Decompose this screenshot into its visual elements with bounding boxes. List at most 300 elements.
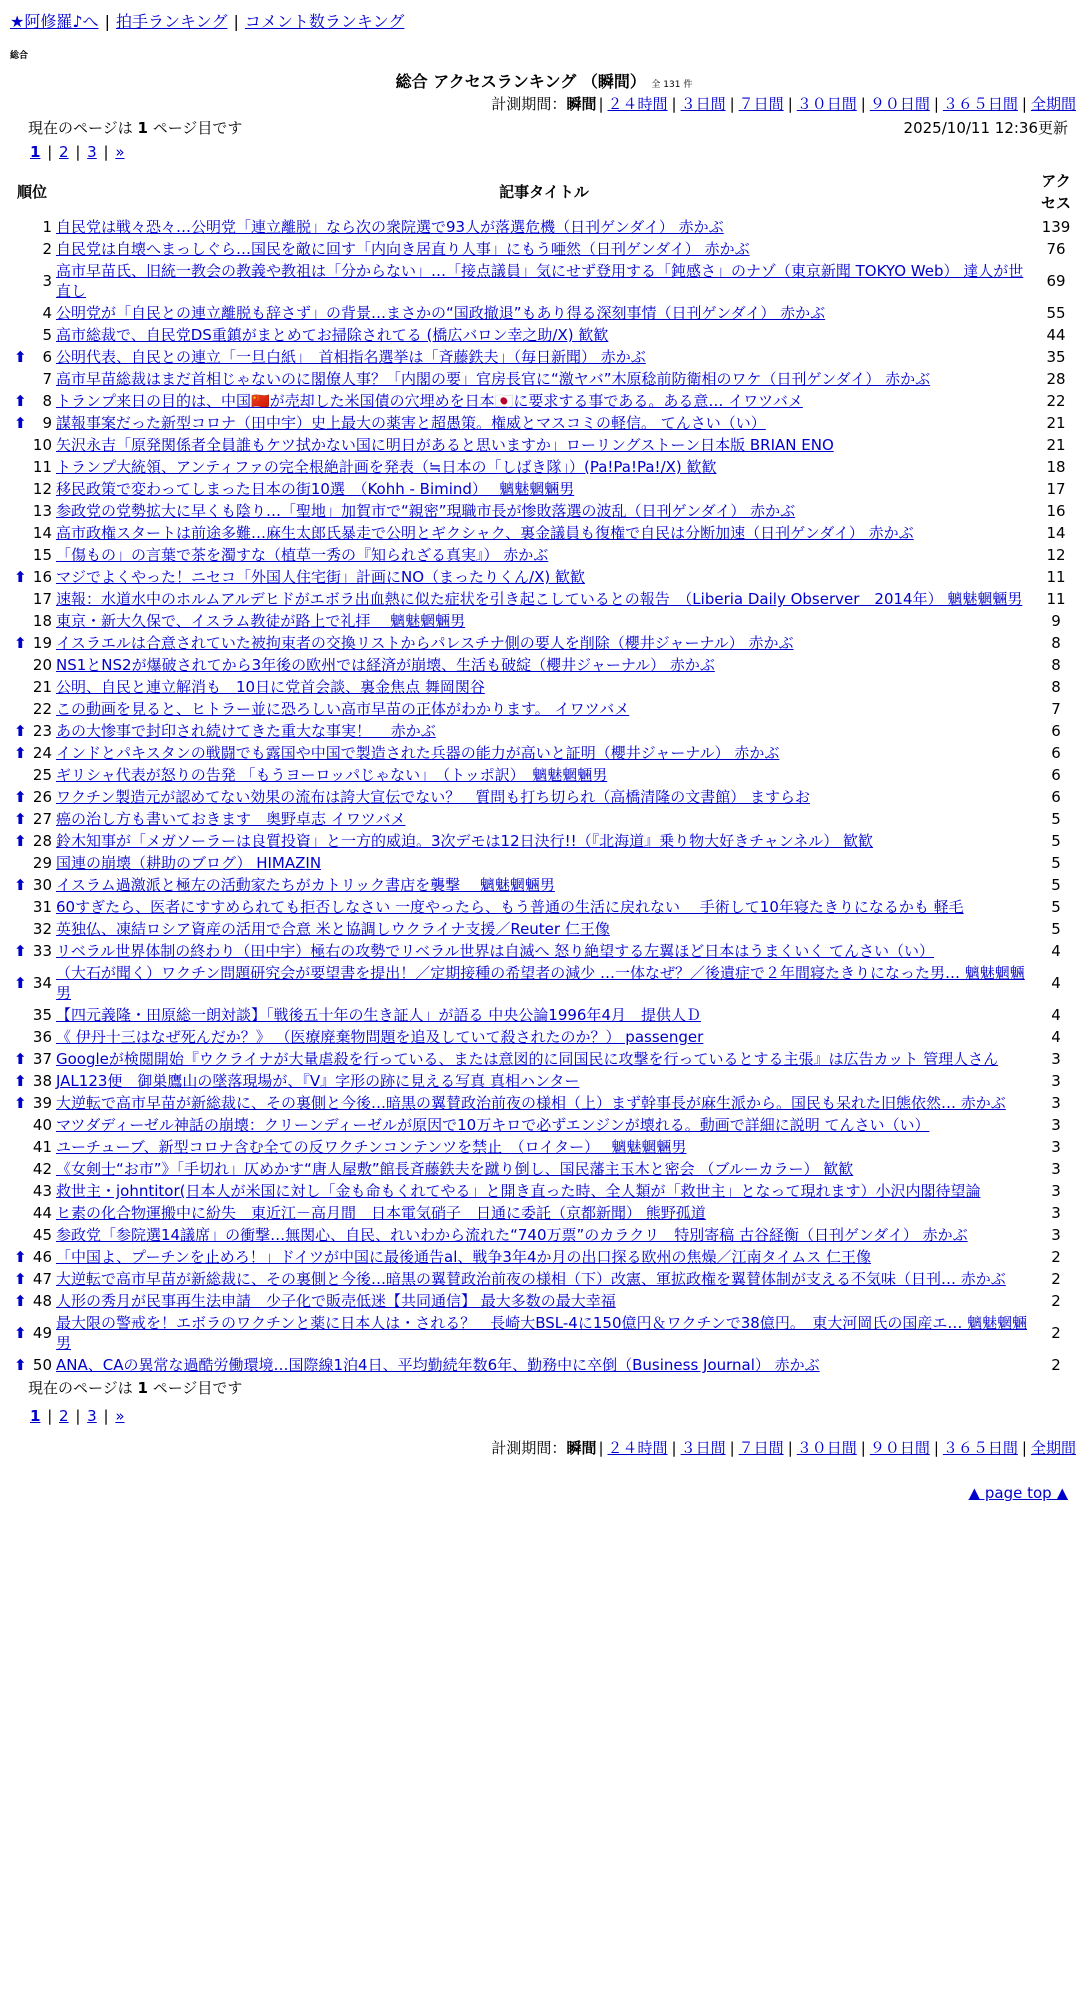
rank-up-arrow-icon: ⬆ (14, 974, 27, 992)
title-cell (54, 1070, 1034, 1092)
title-cell (54, 522, 1034, 544)
article-title-link[interactable]: 移民政策で変わってしまった日本の街10選 （Kohh - Bimind） 魑魅魍魎男 (56, 480, 575, 498)
pager-next-link[interactable]: » (115, 143, 125, 161)
rank-number: 50 (32, 1356, 52, 1374)
access-count: 5 (1051, 898, 1061, 916)
article-title-link[interactable]: イスラエルは合意されていた被拘束者の交換リストからパレスチナ側の要人を削除（櫻井ジャーナル） 赤かぶ (56, 634, 794, 652)
rank-cell (10, 1290, 54, 1312)
period-link[interactable]: ３日間 (680, 1439, 726, 1457)
access-count: 5 (1051, 920, 1061, 938)
title-cell (54, 720, 1034, 742)
page-info (10, 116, 1078, 140)
rank-cell (10, 874, 54, 896)
rank-cell (10, 632, 54, 654)
rank-number: 42 (32, 1160, 52, 1178)
table-row (10, 698, 1078, 720)
ashura-home-link[interactable]: ★阿修羅♪へ (10, 12, 99, 31)
rank-number: 7 (42, 370, 52, 388)
access-count: 28 (1046, 370, 1066, 388)
rank-up-arrow-icon: ⬆ (14, 744, 27, 762)
rank-cell (10, 786, 54, 808)
access-count: 5 (1051, 832, 1061, 850)
title-cell (54, 742, 1034, 764)
rank-up-arrow-icon: ⬆ (14, 942, 27, 960)
access-count: 9 (1051, 612, 1061, 630)
title-cell (54, 830, 1034, 852)
rank-up-arrow-icon: ⬆ (14, 1072, 27, 1090)
period-link[interactable]: ３６５日間 (942, 1439, 1018, 1457)
rank-number: 22 (32, 700, 52, 718)
article-title-link[interactable]: 謀報事案だった新型コロナ（田中宇）史上最大の薬害と超愚策。権威とマスコミの軽信。 てんさい（い） (56, 414, 766, 432)
comment-ranking-link[interactable]: コメント数ランキング (244, 12, 405, 31)
rank-number: 31 (32, 898, 52, 916)
pager-page-link[interactable]: 3 (87, 1407, 97, 1425)
period-separator: | (598, 1439, 604, 1457)
title-cell (54, 808, 1034, 830)
pager-separator: | (42, 143, 58, 161)
title-cell (54, 1312, 1034, 1354)
article-title-link[interactable]: 《 伊丹十三はなぜ死んだか？》 （医療廃棄物問題を追及していて殺されたのか？） passenger (56, 1028, 704, 1046)
title-cell (54, 1268, 1034, 1290)
table-row (10, 478, 1078, 500)
rank-cell (10, 1224, 54, 1246)
rank-up-arrow-icon: ⬆ (14, 876, 27, 894)
rank-cell (10, 544, 54, 566)
table-row (10, 1180, 1078, 1202)
rank-up-arrow-icon: ⬆ (14, 1050, 27, 1068)
title-cell (54, 1354, 1034, 1376)
rank-number: 28 (32, 832, 52, 850)
rank-number: 10 (32, 436, 52, 454)
rank-number: 34 (32, 974, 52, 992)
rank-column-header: 順位 (16, 183, 47, 201)
title-cell (54, 302, 1034, 324)
pager-current-page[interactable]: 1 (30, 1407, 41, 1425)
table-row (10, 1268, 1078, 1290)
access-count: 69 (1046, 272, 1066, 290)
article-title-link[interactable]: 参政党「参院選14議席」の衝撃…無関心、自民、れいわから流れた“740万票”のカラクリ 特別寄稿 古谷経衡（日刊ゲンダイ） 赤かぶ (56, 1226, 968, 1244)
rank-up-arrow-icon: ⬆ (14, 1356, 27, 1374)
rank-number: 20 (32, 656, 52, 674)
title-cell (54, 1202, 1034, 1224)
rank-number: 47 (32, 1270, 52, 1288)
rank-up-arrow-icon: ⬆ (14, 1248, 27, 1266)
period-separator: | (671, 95, 677, 113)
rank-cell (10, 1026, 54, 1048)
access-count: 5 (1051, 810, 1061, 828)
access-count: 4 (1051, 1006, 1061, 1024)
rank-cell (10, 654, 54, 676)
rank-number: 23 (32, 722, 52, 740)
title-cell (54, 412, 1034, 434)
rank-number: 29 (32, 854, 52, 872)
period-separator: | (787, 95, 793, 113)
access-count: 16 (1046, 502, 1066, 520)
period-separator: | (933, 95, 939, 113)
rank-number: 1 (42, 218, 52, 236)
article-title-link[interactable]: 国連の崩壊（耕助のブログ） HIMAZIN (56, 854, 322, 872)
title-cell (54, 940, 1034, 962)
article-title-link[interactable]: 大逆転で高市早苗が新総裁に、その裏側と今後…暗黒の翼賛政治前夜の様相（上）まず幹事長が麻生派から。国民も呆れた旧態依然… 赤かぶ (56, 1094, 1006, 1112)
rank-up-arrow-icon: ⬆ (14, 1270, 27, 1288)
rank-cell (10, 1202, 54, 1224)
period-link[interactable]: ９０日間 (869, 95, 930, 113)
period-separator: | (1021, 95, 1027, 113)
rank-number: 13 (32, 502, 52, 520)
title-cell (54, 346, 1034, 368)
article-title-link[interactable]: 鈴木知事が「メガソーラーは良質投資」と一方的威迫。3次デモは12日決行!!（『北海道』乗り物大好きチャンネル） 歓歓 (56, 832, 874, 850)
access-count: 2 (1051, 1270, 1061, 1288)
article-title-link[interactable]: 高市政権スタートは前途多難…麻生太郎氏暴走で公明とギクシャク、裏金議員も復権で自民は分断加速（日刊ゲンダイ） 赤かぶ (56, 524, 914, 542)
access-count: 6 (1051, 788, 1061, 806)
rank-cell (10, 1070, 54, 1092)
current-page-text: 現在のページは 1 ページ目です (28, 119, 243, 137)
article-title-link[interactable]: 公明、自民と連立解消も 10日に党首会談、裏金焦点 舞岡関谷 (56, 678, 485, 696)
table-row (10, 260, 1078, 302)
rank-number: 8 (42, 392, 52, 410)
rank-cell (10, 720, 54, 742)
table-row (10, 1158, 1078, 1180)
title-cell (54, 368, 1034, 390)
rank-cell (10, 1158, 54, 1180)
table-row (10, 764, 1078, 786)
access-count: 2 (1051, 1356, 1061, 1374)
article-title-link[interactable]: 高市早苗総裁はまだ首相じゃないのに閣僚人事？「内閣の要」官房長官に“激ヤバ”木原稔前防衛相のワケ（日刊ゲンダイ） 赤かぶ (56, 370, 931, 388)
table-row (10, 918, 1078, 940)
pager-separator: | (98, 143, 114, 161)
article-title-link[interactable]: 《女剣士“お市”》「手切れ」仄めかす“唐人屋敷”館長斉藤鉄夫を蹴り倒し、国民藩主玉木と密会 （ブルーカラー） 歓歓 (56, 1160, 854, 1178)
access-count: 3 (1051, 1050, 1061, 1068)
article-title-link[interactable]: イスラム過激派と極左の活動家たちがカトリック書店を襲撃 魑魅魍魎男 (56, 876, 555, 894)
top-nav (10, 10, 1078, 34)
article-title-link[interactable]: ギリシャ代表が怒りの告発 「もうヨーロッパじゃない」 （トッポ訳） 魑魅魍魎男 (56, 766, 608, 784)
title-cell (54, 698, 1034, 720)
article-title-link[interactable]: リベラル世界体制の終わり（田中宇）極右の攻勢でリベラル世界は自滅へ 怒り絶望する左翼ほど日本はうまくいく てんさい（い） (56, 942, 935, 960)
title-cell (54, 786, 1034, 808)
rank-number: 16 (32, 568, 52, 586)
article-title-link[interactable]: ANA、CAの異常な過酷労働環境…国際線1泊4日、平均勤続年数6年、勤務中に卒倒（Business Journal） 赤かぶ (56, 1356, 820, 1374)
period-link[interactable]: ７日間 (738, 1439, 784, 1457)
nav-separator: | (233, 12, 239, 31)
period-link[interactable]: ９０日間 (869, 1439, 930, 1457)
rank-up-arrow-icon: ⬆ (14, 1292, 27, 1310)
rank-up-arrow-icon: ⬆ (14, 1324, 27, 1342)
access-count: 76 (1046, 240, 1066, 258)
table-row (10, 1202, 1078, 1224)
rank-cell (10, 238, 54, 260)
rank-cell (10, 412, 54, 434)
period-separator: | (729, 95, 735, 113)
period-link[interactable]: ３０日間 (796, 95, 857, 113)
rank-cell (10, 1268, 54, 1290)
rank-up-arrow-icon: ⬆ (14, 832, 27, 850)
category-label: 総合 (10, 51, 29, 61)
access-count: 4 (1051, 1028, 1061, 1046)
table-row (10, 874, 1078, 896)
article-title-link[interactable]: 「中国よ、プーチンを止めろ！」ドイツが中国に最後通告al、戦争3年4か月の出口探る欧州の焦燥／江南タイムス 仁王像 (56, 1248, 871, 1266)
article-title-link[interactable]: あの大惨事で封印され続けてきた重大な事実！ 赤かぶ (56, 722, 436, 740)
table-row (10, 720, 1078, 742)
rank-up-arrow-icon: ⬆ (14, 634, 27, 652)
rank-cell (10, 1114, 54, 1136)
rank-number: 32 (32, 920, 52, 938)
rank-number: 25 (32, 766, 52, 784)
access-count: 55 (1046, 304, 1066, 322)
table-row (10, 302, 1078, 324)
rank-number: 35 (32, 1006, 52, 1024)
title-cell (54, 216, 1034, 238)
article-title-link[interactable]: マツダディーゼル神話の崩壊：クリーンディーゼルが原因で10万キロで必ずエンジンが壊れる。動画で詳細に説明 てんさい（い） (56, 1116, 930, 1134)
access-count: 8 (1051, 656, 1061, 674)
rank-cell (10, 764, 54, 786)
rank-number: 5 (42, 326, 52, 344)
article-title-link[interactable]: 「傷もの」の言葉で茶を濁すな（植草一秀の『知られざる真実』） 赤かぶ (56, 546, 549, 564)
access-count: 3 (1051, 1204, 1061, 1222)
rank-cell (10, 1136, 54, 1158)
article-title-link[interactable]: 救世主・johntitor(日本人が米国に対し「金も命もくれてやる」と開き直った時、全人類が「救世主」となって現れます）小沢内閣待望論 (56, 1182, 981, 1200)
period-link[interactable]: ７日間 (738, 95, 784, 113)
rank-cell (10, 1048, 54, 1070)
access-count: 17 (1046, 480, 1066, 498)
table-row (10, 522, 1078, 544)
rank-number: 46 (32, 1248, 52, 1266)
rank-number: 40 (32, 1116, 52, 1134)
access-count: 2 (1051, 1248, 1061, 1266)
article-title-link[interactable]: 東京・新大久保で、イスラム教徒が路上で礼拝 魑魅魍魎男 (56, 612, 466, 630)
period-separator: | (933, 1439, 939, 1457)
period-separator: | (598, 95, 604, 113)
article-title-link[interactable]: 公明代表、自民との連立「一旦白紙」 首相指名選挙は「斉藤鉄夫」（毎日新聞） 赤かぶ (56, 348, 646, 366)
rank-cell (10, 368, 54, 390)
rank-cell (10, 1246, 54, 1268)
access-count: 3 (1051, 1182, 1061, 1200)
applause-ranking-link[interactable]: 拍手ランキング (115, 12, 228, 31)
table-row (10, 324, 1078, 346)
article-title-link[interactable]: ヒ素の化合物運搬中に紛失 東近江－高月間 日本電気硝子 日通に委託（京都新聞） 熊野孤道 (56, 1204, 706, 1222)
title-cell (54, 962, 1034, 1004)
article-title-link[interactable]: 参政党の党勢拡大に早くも陰り…「聖地」加賀市で“親密”現職市長が惨敗落選の波乱（日刊ゲンダイ） 赤かぶ (56, 502, 796, 520)
article-title-link[interactable]: （大石が聞く）ワクチン問題研究会が要望書を提出！／定期接種の希望者の減少 …一体なぜ？／後遺症で２年間寝たきりになった男… 魑魅魍魎男 (56, 964, 1025, 1002)
period-link[interactable]: 全期間 (1030, 1439, 1076, 1457)
rank-cell (10, 346, 54, 368)
article-title-link[interactable]: JAL123便 御巣鷹山の墜落現場が、『V』字形の跡に見える写真 真相ハンター (56, 1072, 580, 1090)
access-count: 6 (1051, 722, 1061, 740)
period-separator: | (729, 1439, 735, 1457)
title-cell (54, 478, 1034, 500)
pager-separator: | (70, 1407, 86, 1425)
rank-up-arrow-icon: ⬆ (14, 1094, 27, 1112)
table-row (10, 1290, 1078, 1312)
period-link[interactable]: ３６５日間 (942, 95, 1018, 113)
period-separator: | (671, 1439, 677, 1457)
rank-cell (10, 588, 54, 610)
rank-cell (10, 500, 54, 522)
title-cell (54, 1048, 1034, 1070)
rank-cell (10, 522, 54, 544)
access-count: 7 (1051, 700, 1061, 718)
period-link[interactable]: ２４時間 (607, 95, 668, 113)
table-row (10, 566, 1078, 588)
rank-cell (10, 566, 54, 588)
access-count: 5 (1051, 876, 1061, 894)
table-row (10, 676, 1078, 698)
article-title-link[interactable]: 高市早苗氏、旧統一教会の教義や教祖は「分からない」…「接点議員」気にせず登用する「鈍感さ」のナゾ（東京新聞 TOKYO Web） 達人が世直し (56, 262, 1024, 300)
title-cell (54, 500, 1034, 522)
title-cell (54, 1114, 1034, 1136)
rank-cell (10, 1180, 54, 1202)
pager-separator: | (42, 1407, 58, 1425)
table-row (10, 962, 1078, 1004)
title-cell (54, 390, 1034, 412)
rank-cell (10, 742, 54, 764)
total-count: 全 131 件 (651, 80, 693, 90)
rank-cell (10, 940, 54, 962)
rank-number: 4 (42, 304, 52, 322)
table-row (10, 808, 1078, 830)
rank-number: 38 (32, 1072, 52, 1090)
table-row (10, 346, 1078, 368)
rank-number: 2 (42, 240, 52, 258)
article-title-link[interactable]: トランプ大統領、アンティファの完全根絶計画を発表（≒日本の「しばき隊」）(Pa!Pa!Pa!/X) 歓歓 (56, 458, 717, 476)
article-title-link[interactable]: 自民党は自壊へまっしぐら…国民を敵に回す「内向き居直り人事」にもう唖然（日刊ゲンダイ） 赤かぶ (56, 240, 750, 258)
title-column-header: 記事タイトル (499, 183, 589, 201)
article-title-link[interactable]: マジでよくやった！ニセコ「外国人住宅街」計画にNO（まったりくん/X) 歓歓 (56, 568, 585, 586)
table-row (10, 368, 1078, 390)
table-row (10, 1048, 1078, 1070)
article-title-link[interactable]: 英独仏、凍結ロシア資産の活用で合意 米と協調しウクライナ支援／Reuter 仁王像 (56, 920, 610, 938)
period-link[interactable]: ３０日間 (796, 1439, 857, 1457)
article-title-link[interactable]: 速報：水道水中のホルムアルデヒドがエボラ出血熱に似た症状を引き起こしているとの報告 （Liberia Daily Observer 2014年） 魑魅魍魎男 (56, 590, 1023, 608)
title-cell (54, 852, 1034, 874)
article-title-link[interactable]: 【四元義隆・田原総一朗対談】「戦後五十年の生き証人」が語る 中央公論1996年4月 提供人Ｄ (56, 1006, 701, 1024)
access-count: 5 (1051, 854, 1061, 872)
table-row (10, 830, 1078, 852)
article-title-link[interactable]: ワクチン製造元が認めてない効果の流布は誇大宣伝でない？ 質問も打ち切られ（高橋清隆の文書館） ますらお (56, 788, 811, 806)
title-cell (54, 1290, 1034, 1312)
table-row (10, 1114, 1078, 1136)
rank-cell (10, 302, 54, 324)
access-count: 14 (1046, 524, 1066, 542)
table-row (10, 632, 1078, 654)
article-title-link[interactable]: ユーチューブ、新型コロナ含む全ての反ワクチンコンテンツを禁止 （ロイター） 魑魅魍魎男 (56, 1138, 687, 1156)
rank-up-arrow-icon: ⬆ (14, 392, 27, 410)
period-current: 瞬間 (566, 1439, 597, 1457)
rank-up-arrow-icon: ⬆ (14, 568, 27, 586)
page-info-bottom (10, 1376, 1078, 1400)
article-title-link[interactable]: NS1とNS2が爆破されてから3年後の欧州では経済が崩壊、生活も破綻（櫻井ジャーナル） 赤かぶ (56, 656, 715, 674)
article-title-link[interactable]: 自民党は戦々恐々…公明党「連立離脱」なら次の衆院選で93人が落選危機（日刊ゲンダイ） 赤かぶ (56, 218, 724, 236)
title-cell (54, 566, 1034, 588)
rank-cell (10, 1092, 54, 1114)
pager-page-link[interactable]: 2 (59, 143, 69, 161)
table-row (10, 1070, 1078, 1092)
access-column-header: アクセス (1040, 172, 1071, 212)
rank-cell (10, 260, 54, 302)
rank-number: 3 (42, 272, 52, 290)
table-row (10, 1354, 1078, 1376)
title-cell (54, 676, 1034, 698)
title-cell (54, 260, 1034, 302)
article-title-link[interactable]: Googleが検閲開始『ウクライナが大量虐殺を行っている、または意図的に同国民に攻撃を行っているとする主張』は広告カット 管理人さん (56, 1050, 999, 1068)
article-title-link[interactable]: 矢沢永吉「原発関係者全員誰もケツ拭かない国に明日があると思いますか」ローリングストーン日本版 BRIAN ENO (56, 436, 834, 454)
period-separator: | (787, 1439, 793, 1457)
table-row (10, 216, 1078, 238)
access-count: 22 (1046, 392, 1066, 410)
article-title-link[interactable]: 大逆転で高市早苗が新総裁に、その裏側と今後…暗黒の翼賛政治前夜の様相（下）改憲、軍拡政権を翼賛体制が支える不気味（日刊… 赤かぶ (56, 1270, 1006, 1288)
title-cell (54, 1224, 1034, 1246)
article-title-link[interactable]: 高市総裁で、自民党DS重鎮がまとめてお掃除されてる (橋広バロン幸之助/X) 歓歓 (56, 326, 609, 344)
article-title-link[interactable]: この動画を見ると、ヒトラー並に恐ろしい高市早苗の正体がわかります。 イワツバメ (56, 700, 630, 718)
period-selector-bottom (10, 1436, 1078, 1460)
period-separator: | (860, 1439, 866, 1457)
table-row (10, 742, 1078, 764)
title-cell (54, 1158, 1034, 1180)
table-row (10, 896, 1078, 918)
article-title-link[interactable]: 人形の秀月が民事再生法申請 少子化で販売低迷【共同通信】 最大多数の最大幸福 (56, 1292, 616, 1310)
ranking-table (10, 168, 1078, 1376)
rank-cell (10, 390, 54, 412)
access-count: 11 (1046, 568, 1066, 586)
pager-current-page[interactable]: 1 (30, 143, 41, 161)
article-title-link[interactable]: トランプ来日の目的は、中国🇨🇳が売却した米国債の穴埋めを日本🇯🇵に要求する事である。ある意… イワツバメ (56, 392, 803, 410)
access-count: 139 (1041, 218, 1071, 236)
rank-cell (10, 852, 54, 874)
access-count: 8 (1051, 678, 1061, 696)
pager-page-link[interactable]: 2 (59, 1407, 69, 1425)
period-label: 計測期間： (491, 1439, 567, 1457)
table-row (10, 654, 1078, 676)
rank-number: 41 (32, 1138, 52, 1156)
period-link[interactable]: 全期間 (1030, 95, 1076, 113)
title-cell (54, 1092, 1034, 1114)
title-cell (54, 896, 1034, 918)
rank-up-arrow-icon: ⬆ (14, 788, 27, 806)
rank-number: 36 (32, 1028, 52, 1046)
article-title-link[interactable]: 公明党が「自民との連立離脱も辞さず」の背景…まさかの“国政撤退”もあり得る深刻事情（日刊ゲンダイ） 赤かぶ (56, 304, 826, 322)
access-count: 44 (1046, 326, 1066, 344)
pager-next-link[interactable]: » (115, 1407, 125, 1425)
table-header-row (10, 168, 1078, 216)
article-title-link[interactable]: 癌の治し方も書いておきます 奥野卓志 イワツバメ (56, 810, 406, 828)
period-link[interactable]: ２４時間 (607, 1439, 668, 1457)
page-top-link[interactable]: ▲ page top ▲ (968, 1484, 1068, 1502)
pager-page-link[interactable]: 3 (87, 143, 97, 161)
rank-up-arrow-icon: ⬆ (14, 348, 27, 366)
access-count: 3 (1051, 1116, 1061, 1134)
table-row (10, 1246, 1078, 1268)
rank-number: 11 (32, 458, 52, 476)
title-cell (54, 434, 1034, 456)
article-title-link[interactable]: インドとパキスタンの戦闘でも露国や中国で製造された兵器の能力が高いと証明（櫻井ジャーナル） 赤かぶ (56, 744, 780, 762)
article-title-link[interactable]: 最大限の警戒を！エボラのワクチンと薬に日本人は・される？ 長崎大BSL-4に150億円＆ワクチンで38億円。 東大河岡氏の国産エ… 魑魅魍魎男 (56, 1314, 1028, 1352)
rank-cell (10, 610, 54, 632)
rank-number: 27 (32, 810, 52, 828)
rank-cell (10, 1312, 54, 1354)
access-count: 6 (1051, 766, 1061, 784)
access-count: 4 (1051, 942, 1061, 960)
access-count: 2 (1051, 1324, 1061, 1342)
table-row (10, 1312, 1078, 1354)
table-row (10, 434, 1078, 456)
title-cell (54, 764, 1034, 786)
article-title-link[interactable]: 60すぎたら、医者にすすめられても拒否しなさい 一度やったら、もう普通の生活に戻れない 手術して10年寝たきりになるかも 軽毛 (56, 898, 964, 916)
title-cell (54, 610, 1034, 632)
period-link[interactable]: ３日間 (680, 95, 726, 113)
title-cell (54, 588, 1034, 610)
pager-separator: | (70, 143, 86, 161)
rank-number: 9 (42, 414, 52, 432)
rank-cell (10, 478, 54, 500)
